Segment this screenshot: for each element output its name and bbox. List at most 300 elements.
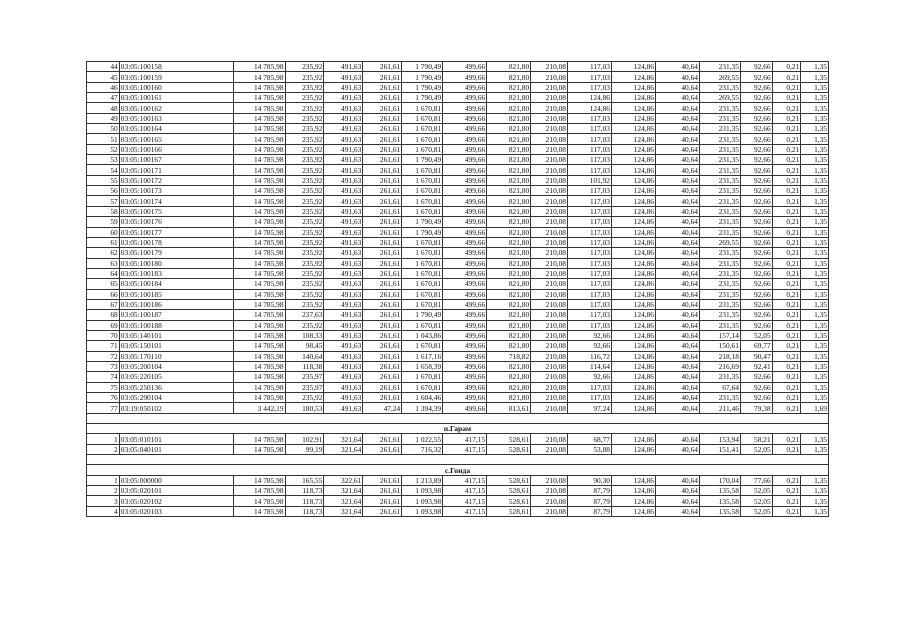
value-cell: 821,80 — [487, 320, 531, 330]
cadastral-code-cell: 03:05:100171 — [119, 165, 234, 175]
value-cell: 14 785,98 — [234, 434, 285, 444]
value-cell: 92,66 — [740, 237, 772, 247]
value-cell: 210,08 — [531, 351, 568, 361]
value-cell: 231,35 — [700, 279, 741, 289]
value-cell: 269,55 — [700, 72, 741, 82]
value-cell: 821,80 — [487, 155, 531, 165]
value-cell: 1,35 — [801, 62, 829, 72]
value-cell: 1 670,81 — [402, 186, 443, 196]
value-cell: 210,08 — [531, 496, 568, 506]
value-cell: 1 670,81 — [402, 268, 443, 278]
section-header-row — [87, 465, 829, 475]
value-cell: 124,86 — [612, 496, 656, 506]
value-cell: 261,61 — [363, 506, 402, 516]
value-cell: 14 785,98 — [234, 393, 285, 403]
value-cell: 210,08 — [531, 175, 568, 185]
value-cell: 210,08 — [531, 268, 568, 278]
cadastral-code-cell: 03:05:150101 — [119, 341, 234, 351]
value-cell: 124,86 — [612, 299, 656, 309]
value-cell: 140,64 — [285, 351, 324, 361]
value-cell: 14 785,98 — [234, 351, 285, 361]
value-cell: 231,35 — [700, 372, 741, 382]
value-cell: 40,64 — [656, 113, 700, 123]
row-number-cell: 58 — [87, 206, 120, 216]
value-cell: 92,66 — [740, 248, 772, 258]
row-number-cell: 75 — [87, 382, 120, 392]
value-cell: 92,66 — [740, 227, 772, 237]
value-cell: 821,80 — [487, 330, 531, 340]
cadastral-code-cell: 03:05:000000 — [119, 475, 234, 485]
table-row — [87, 124, 829, 134]
value-cell: 821,80 — [487, 62, 531, 72]
table-row — [87, 310, 829, 320]
value-cell: 417,15 — [443, 475, 487, 485]
value-cell: 165,55 — [285, 475, 324, 485]
value-cell: 261,61 — [363, 279, 402, 289]
value-cell: 1,35 — [801, 113, 829, 123]
value-cell: 117,03 — [568, 113, 612, 123]
value-cell: 1 093,98 — [402, 506, 443, 516]
value-cell: 14 785,98 — [234, 165, 285, 175]
value-cell: 231,35 — [700, 82, 741, 92]
value-cell: 92,66 — [740, 186, 772, 196]
value-cell: 210,08 — [531, 155, 568, 165]
table-row — [87, 165, 829, 175]
value-cell: 40,64 — [656, 403, 700, 413]
table-row — [87, 393, 829, 403]
row-number-cell: 70 — [87, 330, 120, 340]
value-cell: 0,21 — [772, 434, 801, 444]
value-cell: 210,08 — [531, 444, 568, 454]
value-cell: 210,08 — [531, 320, 568, 330]
value-cell: 231,35 — [700, 289, 741, 299]
value-cell: 92,66 — [740, 134, 772, 144]
value-cell: 261,61 — [363, 134, 402, 144]
value-cell: 211,46 — [700, 403, 741, 413]
value-cell: 117,03 — [568, 217, 612, 227]
value-cell: 491,63 — [324, 382, 363, 392]
value-cell: 40,64 — [656, 72, 700, 82]
value-cell: 821,80 — [487, 372, 531, 382]
value-cell: 14 785,98 — [234, 103, 285, 113]
row-number-cell: 73 — [87, 361, 120, 371]
value-cell: 117,03 — [568, 62, 612, 72]
cadastral-code-cell: 03:05:100166 — [119, 144, 234, 154]
value-cell: 261,61 — [363, 330, 402, 340]
value-cell: 14 785,98 — [234, 217, 285, 227]
cadastral-code-cell: 03:05:100172 — [119, 175, 234, 185]
value-cell: 1 670,81 — [402, 124, 443, 134]
value-cell: 92,66 — [740, 382, 772, 392]
value-cell: 14 785,98 — [234, 506, 285, 516]
value-cell: 69,77 — [740, 341, 772, 351]
value-cell: 14 785,98 — [234, 361, 285, 371]
value-cell: 261,61 — [363, 299, 402, 309]
value-cell: 499,66 — [443, 258, 487, 268]
value-cell: 0,21 — [772, 258, 801, 268]
table-row — [87, 361, 829, 371]
value-cell: 124,86 — [612, 289, 656, 299]
cadastral-code-cell: 03:05:100180 — [119, 258, 234, 268]
value-cell: 1,35 — [801, 372, 829, 382]
value-cell: 1 394,39 — [402, 403, 443, 413]
value-cell: 1,35 — [801, 124, 829, 134]
value-cell: 235,92 — [285, 103, 324, 113]
value-cell: 491,63 — [324, 124, 363, 134]
value-cell: 821,80 — [487, 227, 531, 237]
value-cell: 1,35 — [801, 382, 829, 392]
value-cell: 821,80 — [487, 144, 531, 154]
value-cell: 1 670,81 — [402, 372, 443, 382]
value-cell: 1 670,81 — [402, 165, 443, 175]
value-cell: 14 785,98 — [234, 372, 285, 382]
value-cell: 491,63 — [324, 134, 363, 144]
value-cell: 108,33 — [285, 330, 324, 340]
value-cell: 14 785,98 — [234, 310, 285, 320]
table-row — [87, 403, 829, 413]
value-cell: 1,35 — [801, 434, 829, 444]
value-cell: 124,86 — [612, 258, 656, 268]
cadastral-code-cell: 03:05:100188 — [119, 320, 234, 330]
value-cell: 117,03 — [568, 258, 612, 268]
value-cell: 821,80 — [487, 165, 531, 175]
value-cell: 821,80 — [487, 299, 531, 309]
value-cell: 40,64 — [656, 279, 700, 289]
cadastral-code-cell: 03:05:170110 — [119, 351, 234, 361]
value-cell: 261,61 — [363, 217, 402, 227]
value-cell: 124,86 — [612, 393, 656, 403]
cadastral-code-cell: 03:05:100161 — [119, 93, 234, 103]
value-cell: 92,66 — [740, 268, 772, 278]
value-cell: 210,08 — [531, 403, 568, 413]
value-cell: 87,79 — [568, 506, 612, 516]
value-cell: 92,66 — [740, 93, 772, 103]
row-number-cell: 3 — [87, 496, 120, 506]
value-cell: 117,03 — [568, 393, 612, 403]
value-cell: 261,61 — [363, 351, 402, 361]
value-cell: 821,80 — [487, 103, 531, 113]
value-cell: 124,86 — [612, 72, 656, 82]
value-cell: 1 022,55 — [402, 434, 443, 444]
row-number-cell: 56 — [87, 186, 120, 196]
cadastral-code-cell: 03:05:140101 — [119, 330, 234, 340]
value-cell: 321,64 — [324, 506, 363, 516]
value-cell: 92,66 — [740, 393, 772, 403]
value-cell: 231,35 — [700, 62, 741, 72]
value-cell: 210,08 — [531, 144, 568, 154]
value-cell: 261,61 — [363, 237, 402, 247]
value-cell: 231,35 — [700, 206, 741, 216]
value-cell: 417,15 — [443, 496, 487, 506]
value-cell: 261,61 — [363, 496, 402, 506]
spacer-cell — [87, 455, 829, 465]
value-cell: 1,35 — [801, 165, 829, 175]
row-number-cell: 4 — [87, 506, 120, 516]
cadastral-code-cell: 03:05:100167 — [119, 155, 234, 165]
value-cell: 124,86 — [612, 206, 656, 216]
value-cell: 117,03 — [568, 144, 612, 154]
value-cell: 491,63 — [324, 237, 363, 247]
row-number-cell: 2 — [87, 486, 120, 496]
value-cell: 821,80 — [487, 248, 531, 258]
row-number-cell: 52 — [87, 144, 120, 154]
cadastral-code-cell: 03:05:100173 — [119, 186, 234, 196]
value-cell: 210,08 — [531, 361, 568, 371]
table-row — [87, 320, 829, 330]
value-cell: 1 670,81 — [402, 175, 443, 185]
value-cell: 216,69 — [700, 361, 741, 371]
value-cell: 135,58 — [700, 496, 741, 506]
value-cell: 124,86 — [612, 506, 656, 516]
table-row — [87, 496, 829, 506]
value-cell: 499,66 — [443, 196, 487, 206]
value-cell: 491,63 — [324, 217, 363, 227]
data-table — [86, 61, 829, 517]
value-cell: 210,08 — [531, 227, 568, 237]
value-cell: 92,66 — [740, 372, 772, 382]
value-cell: 53,88 — [568, 444, 612, 454]
table-row — [87, 341, 829, 351]
value-cell: 231,35 — [700, 175, 741, 185]
cadastral-code-cell: 03:05:010101 — [119, 434, 234, 444]
value-cell: 90,47 — [740, 351, 772, 361]
value-cell: 499,66 — [443, 310, 487, 320]
value-cell: 124,86 — [568, 93, 612, 103]
table-row — [87, 475, 829, 485]
cadastral-code-cell: 03:05:290104 — [119, 393, 234, 403]
value-cell: 1 670,81 — [402, 279, 443, 289]
value-cell: 235,92 — [285, 258, 324, 268]
value-cell: 1 790,49 — [402, 82, 443, 92]
value-cell: 0,21 — [772, 144, 801, 154]
value-cell: 14 785,98 — [234, 330, 285, 340]
value-cell: 235,92 — [285, 82, 324, 92]
value-cell: 0,21 — [772, 279, 801, 289]
value-cell: 1,35 — [801, 93, 829, 103]
value-cell: 235,92 — [285, 93, 324, 103]
value-cell: 92,66 — [740, 72, 772, 82]
value-cell: 40,64 — [656, 268, 700, 278]
value-cell: 14 785,98 — [234, 227, 285, 237]
value-cell: 491,63 — [324, 93, 363, 103]
value-cell: 117,03 — [568, 382, 612, 392]
cadastral-code-cell: 03:05:020102 — [119, 496, 234, 506]
value-cell: 14 785,98 — [234, 279, 285, 289]
value-cell: 1 670,81 — [402, 113, 443, 123]
table-body — [87, 62, 829, 517]
value-cell: 116,72 — [568, 351, 612, 361]
cadastral-code-cell: 03:05:100176 — [119, 217, 234, 227]
value-cell: 210,08 — [531, 186, 568, 196]
value-cell: 0,21 — [772, 361, 801, 371]
value-cell: 124,86 — [568, 103, 612, 113]
value-cell: 235,92 — [285, 237, 324, 247]
value-cell: 40,64 — [656, 237, 700, 247]
value-cell: 14 785,98 — [234, 299, 285, 309]
value-cell: 499,66 — [443, 341, 487, 351]
value-cell: 491,63 — [324, 279, 363, 289]
value-cell: 499,66 — [443, 93, 487, 103]
value-cell: 821,80 — [487, 382, 531, 392]
value-cell: 231,35 — [700, 124, 741, 134]
value-cell: 92,66 — [740, 310, 772, 320]
value-cell: 118,73 — [285, 486, 324, 496]
value-cell: 1,35 — [801, 103, 829, 113]
value-cell: 261,61 — [363, 144, 402, 154]
value-cell: 124,86 — [612, 434, 656, 444]
value-cell: 0,21 — [772, 310, 801, 320]
value-cell: 40,64 — [656, 124, 700, 134]
value-cell: 124,86 — [612, 403, 656, 413]
value-cell: 210,08 — [531, 341, 568, 351]
value-cell: 40,64 — [656, 351, 700, 361]
value-cell: 499,66 — [443, 62, 487, 72]
value-cell: 117,03 — [568, 124, 612, 134]
table-row — [87, 72, 829, 82]
value-cell: 235,92 — [285, 186, 324, 196]
value-cell: 0,21 — [772, 486, 801, 496]
value-cell: 40,64 — [656, 320, 700, 330]
value-cell: 210,08 — [531, 196, 568, 206]
value-cell: 231,35 — [700, 248, 741, 258]
value-cell: 40,64 — [656, 475, 700, 485]
value-cell: 135,58 — [700, 506, 741, 516]
value-cell: 40,64 — [656, 361, 700, 371]
value-cell: 499,66 — [443, 227, 487, 237]
value-cell: 0,21 — [772, 62, 801, 72]
value-cell: 40,64 — [656, 196, 700, 206]
value-cell: 261,61 — [363, 175, 402, 185]
value-cell: 124,86 — [612, 330, 656, 340]
value-cell: 1,35 — [801, 486, 829, 496]
row-number-cell: 49 — [87, 113, 120, 123]
cadastral-code-cell: 03:05:100163 — [119, 113, 234, 123]
value-cell: 1 617,16 — [402, 351, 443, 361]
value-cell: 0,21 — [772, 82, 801, 92]
cadastral-code-cell: 03:05:100165 — [119, 134, 234, 144]
value-cell: 821,80 — [487, 196, 531, 206]
value-cell: 261,61 — [363, 289, 402, 299]
value-cell: 92,66 — [740, 299, 772, 309]
value-cell: 98,45 — [285, 341, 324, 351]
value-cell: 499,66 — [443, 165, 487, 175]
value-cell: 231,35 — [700, 217, 741, 227]
value-cell: 499,66 — [443, 175, 487, 185]
value-cell: 1,35 — [801, 227, 829, 237]
value-cell: 821,80 — [487, 82, 531, 92]
value-cell: 210,08 — [531, 206, 568, 216]
value-cell: 210,08 — [531, 330, 568, 340]
value-cell: 0,21 — [772, 217, 801, 227]
value-cell: 14 785,98 — [234, 206, 285, 216]
value-cell: 40,64 — [656, 82, 700, 92]
value-cell: 210,08 — [531, 382, 568, 392]
value-cell: 1 670,81 — [402, 248, 443, 258]
value-cell: 210,08 — [531, 113, 568, 123]
value-cell: 40,64 — [656, 144, 700, 154]
value-cell: 1,35 — [801, 475, 829, 485]
value-cell: 491,63 — [324, 62, 363, 72]
value-cell: 210,08 — [531, 124, 568, 134]
cadastral-code-cell: 03:05:100158 — [119, 62, 234, 72]
value-cell: 237,63 — [285, 310, 324, 320]
value-cell: 716,32 — [402, 444, 443, 454]
table-row — [87, 299, 829, 309]
value-cell: 1,35 — [801, 361, 829, 371]
value-cell: 157,14 — [700, 330, 741, 340]
value-cell: 261,61 — [363, 72, 402, 82]
value-cell: 117,03 — [568, 310, 612, 320]
value-cell: 1 670,81 — [402, 299, 443, 309]
value-cell: 321,64 — [324, 496, 363, 506]
table-row — [87, 268, 829, 278]
value-cell: 1 670,81 — [402, 134, 443, 144]
table-row — [87, 217, 829, 227]
value-cell: 261,61 — [363, 341, 402, 351]
value-cell: 1 670,81 — [402, 237, 443, 247]
value-cell: 821,80 — [487, 268, 531, 278]
cadastral-code-cell: 03:05:040101 — [119, 444, 234, 454]
table-row — [87, 289, 829, 299]
value-cell: 261,61 — [363, 475, 402, 485]
value-cell: 1,35 — [801, 237, 829, 247]
value-cell: 1,35 — [801, 320, 829, 330]
row-number-cell: 65 — [87, 279, 120, 289]
value-cell: 40,64 — [656, 496, 700, 506]
value-cell: 92,66 — [740, 144, 772, 154]
value-cell: 417,15 — [443, 506, 487, 516]
value-cell: 1 790,49 — [402, 72, 443, 82]
value-cell: 124,86 — [612, 341, 656, 351]
value-cell: 491,63 — [324, 144, 363, 154]
value-cell: 499,66 — [443, 103, 487, 113]
value-cell: 235,92 — [285, 134, 324, 144]
value-cell: 40,64 — [656, 382, 700, 392]
value-cell: 0,21 — [772, 103, 801, 113]
value-cell: 231,35 — [700, 196, 741, 206]
value-cell: 3 442,19 — [234, 403, 285, 413]
row-number-cell: 64 — [87, 268, 120, 278]
value-cell: 499,66 — [443, 217, 487, 227]
cadastral-code-cell: 03:05:100175 — [119, 206, 234, 216]
value-cell: 1 670,81 — [402, 341, 443, 351]
value-cell: 135,58 — [700, 486, 741, 496]
value-cell: 99,19 — [285, 444, 324, 454]
value-cell: 231,35 — [700, 258, 741, 268]
value-cell: 58,21 — [740, 434, 772, 444]
value-cell: 124,86 — [612, 144, 656, 154]
value-cell: 269,55 — [700, 93, 741, 103]
value-cell: 14 785,98 — [234, 289, 285, 299]
value-cell: 210,08 — [531, 506, 568, 516]
value-cell: 1 670,81 — [402, 382, 443, 392]
value-cell: 40,64 — [656, 227, 700, 237]
value-cell: 92,66 — [740, 196, 772, 206]
value-cell: 1 093,98 — [402, 486, 443, 496]
value-cell: 117,03 — [568, 320, 612, 330]
value-cell: 499,66 — [443, 113, 487, 123]
table-row — [87, 155, 829, 165]
table-row — [87, 248, 829, 258]
value-cell: 87,79 — [568, 486, 612, 496]
value-cell: 491,63 — [324, 393, 363, 403]
row-number-cell: 51 — [87, 134, 120, 144]
value-cell: 52,05 — [740, 444, 772, 454]
value-cell: 261,61 — [363, 393, 402, 403]
value-cell: 821,80 — [487, 217, 531, 227]
value-cell: 14 785,98 — [234, 237, 285, 247]
table-row — [87, 444, 829, 454]
